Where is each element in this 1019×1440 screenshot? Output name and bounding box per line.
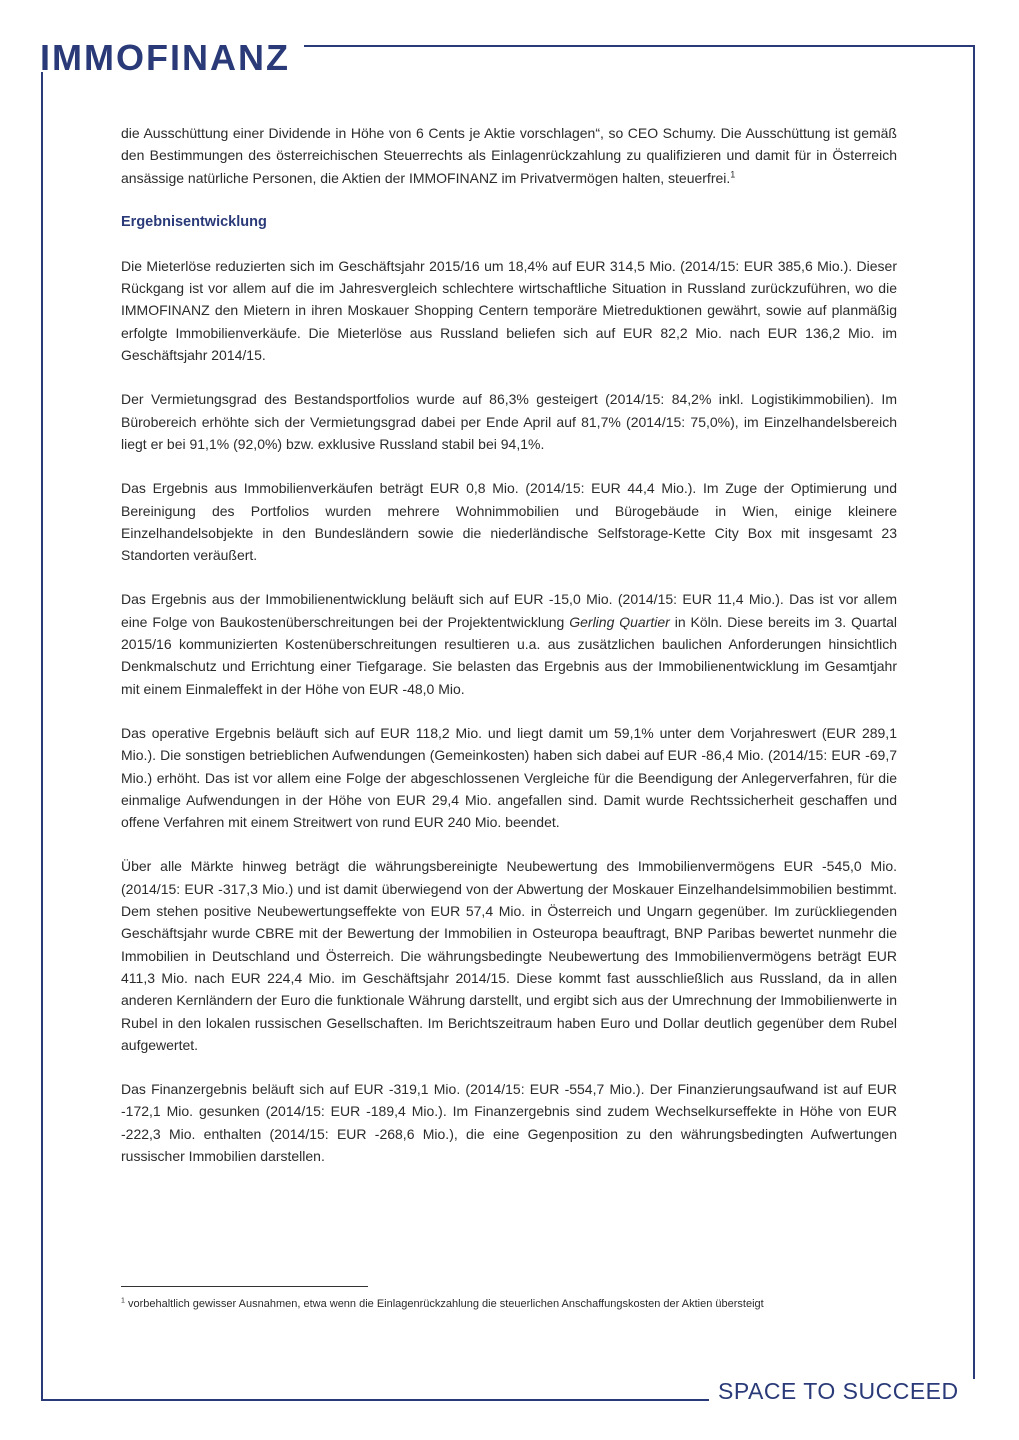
frame-bottom-line — [41, 1399, 709, 1401]
frame-right-line — [973, 45, 975, 1379]
project-name: Gerling Quartier — [569, 613, 670, 630]
paragraph-operating-result: Das operative Ergebnis beläuft sich auf EUR 118,2 Mio. und liegt damit um 59,1% unter dem Vorjahreswert (EUR 289,1 Mio.). Die sonstigen betrieblichen Aufwendungen (Gemeinkosten) haben sich dabei auf EUR -86,4 Mio. (2014/15: EUR -69,7 Mio.) erhöht. Das ist vor allem eine Folge der abgeschlossenen Vergleiche für die Beendigung der Anlegerverfahren, für die einmalige Aufwendungen in der Höhe von EUR 29,4 Mio. angefallen sind. Damit wurde Rechtssicherheit geschaffen und offene Verfahren mit einem Streitwert von rund EUR 240 Mio. beendet. — [121, 724, 897, 831]
document-body — [121, 122, 897, 1189]
footnote-divider — [121, 1286, 368, 1287]
paragraph-dividend — [121, 122, 897, 189]
paragraph-development-text-b: in Köln. Diese bereits im 3. Quartal 2015/16 kommunizierten Kostenüberschreitungen resultieren u.a. aus zusätzlichen baulichen Anforderungen hinsichtlich Denkmalschutz und Errichtung einer Tiefgarage. Sie belasten das Ergebnis aus der Immobilienentwicklung im Gesamtjahr mit einem Einmaleffekt in der Höhe von EUR -48,0 Mio. — [121, 613, 897, 697]
paragraph-rental-income: Die Mieterlöse reduzierten sich im Geschäftsjahr 2015/16 um 18,4% auf EUR 314,5 Mio. (2014/15: EUR 385,6 Mio.). Dieser Rückgang ist vor allem auf die im Jahresvergleich schlechtere wirtschaftliche Situation in Russland zurückzuführen, wo die IMMOFINANZ den Mietern in ihren Moskauer Shopping Centern temporäre Mietreduktionen gewährt, sowie auf planmäßig erfolgte Immobilienverkäufe. Die Mieterlöse aus Russland beliefen sich auf EUR 82,2 Mio. nach EUR 136,2 Mio. im Geschäftsjahr 2014/15. — [121, 257, 897, 364]
frame-top-line — [304, 45, 975, 47]
paragraph-revaluation: Über alle Märkte hinweg beträgt die währungsbereinigte Neubewertung des Immobilienvermögens EUR -545,0 Mio. (2014/15: EUR -317,3 Mio.) und ist damit überwiegend von der Abwertung der Moskauer Einzelhandelsimmobilien bestimmt. Dem stehen positive Neubewertungseffekte von EUR 57,4 Mio. in Österreich und Ungarn gegenüber. Im zurückliegenden Geschäftsjahr wurde CBRE mit der Bewertung der Immobilien in Osteuropa beauftragt, BNP Paribas bewertet nunmehr die Immobilien in Deutschland und Österreich. Die währungsbedingte Neubewertung des Immobilienvermögens beträgt EUR 411,3 Mio. nach EUR 224,4 Mio. im Geschäftsjahr 2014/15. Diese kommt fast ausschließlich aus Russland, da in allen anderen Kernländern der Euro die funktionale Währung darstellt, und ergibt sich aus der Umrechnung der Immobilienwerte in Rubel in den lokalen russischen Gesellschaften. Im Berichtszeitraum haben Euro und Dollar deutlich gegenüber dem Rubel aufgewertet. — [121, 858, 897, 1053]
footnote-text: vorbehaltlich gewisser Ausnahmen, etwa wenn die Einlagenrückzahlung die steuerlichen Anschaffungskosten der Aktien übersteigt — [127, 1298, 764, 1310]
paragraph-occupancy: Der Vermietungsgrad des Bestandsportfolios wurde auf 86,3% gesteigert (2014/15: 84,2% inkl. Logistikimmobilien). Im Bürobereich erhöhte sich der Vermietungsgrad dabei per Ende April auf 81,7% (2014/15: 75,0%), im Einzelhandelsbereich liegt er bei 91,1% (92,0%) bzw. exklusive Russland stabil bei 94,1%. — [121, 391, 897, 452]
section-heading: Ergebnisentwicklung — [121, 213, 267, 230]
footer-tagline: SPACE TO SUCCEED — [718, 1378, 959, 1404]
paragraph-property-development — [121, 588, 897, 699]
company-logo: IMMOFINANZ — [40, 37, 290, 78]
paragraph-financial-result: Das Finanzergebnis beläuft sich auf EUR -319,1 Mio. (2014/15: EUR -554,7 Mio.). Der Finanzierungsaufwand ist auf EUR -172,1 Mio. gesunken (2014/15: EUR -189,4 Mio.). Im Finanzergebnis sind zudem Wechselkurseffekte in Höhe von EUR -222,3 Mio. enthalten (2014/15: EUR -268,6 Mio.), die eine Gegenposition zu den währungsbedingten Aufwertungen russischer Immobilien darstellen. — [121, 1081, 897, 1164]
footnote-ref: 1 — [730, 168, 736, 179]
paragraph-property-sales: Das Ergebnis aus Immobilienverkäufen beträgt EUR 0,8 Mio. (2014/15: EUR 44,4 Mio.). Im Zuge der Optimierung und Bereinigung des Portfolios wurden mehrere Wohnimmobilien und Bürogebäude in Wien, einige kleinere Einzelhandelsobjekte in den Bundesländern sowie die niederländische Selfstorage-Kette City Box mit insgesamt 23 Standorten veräußert. — [121, 480, 897, 564]
frame-left-line — [41, 72, 43, 1401]
footnote-number: 1 — [121, 1297, 125, 1305]
paragraph-dividend-text: die Ausschüttung einer Dividende in Höhe von 6 Cents je Aktie vorschlagen“, so CEO Schumy. Die Ausschüttung ist gemäß den Bestimmungen des österreichischen Steuerrechts als Einlagenrückzahlung zu qualifizieren und damit für in Österreich ansässige natürliche Personen, die Aktien der IMMOFINANZ im Privatvermögen halten, steuerfrei. — [121, 125, 897, 186]
footnote — [121, 1296, 921, 1312]
paragraph-development-text-a: Das Ergebnis aus der Immobilienentwicklung beläuft sich auf EUR -15,0 Mio. (2014/15: EUR 11,4 Mio.). Das ist vor allem eine Folge von Baukostenüberschreitungen bei der Projektentwicklung — [121, 591, 897, 630]
